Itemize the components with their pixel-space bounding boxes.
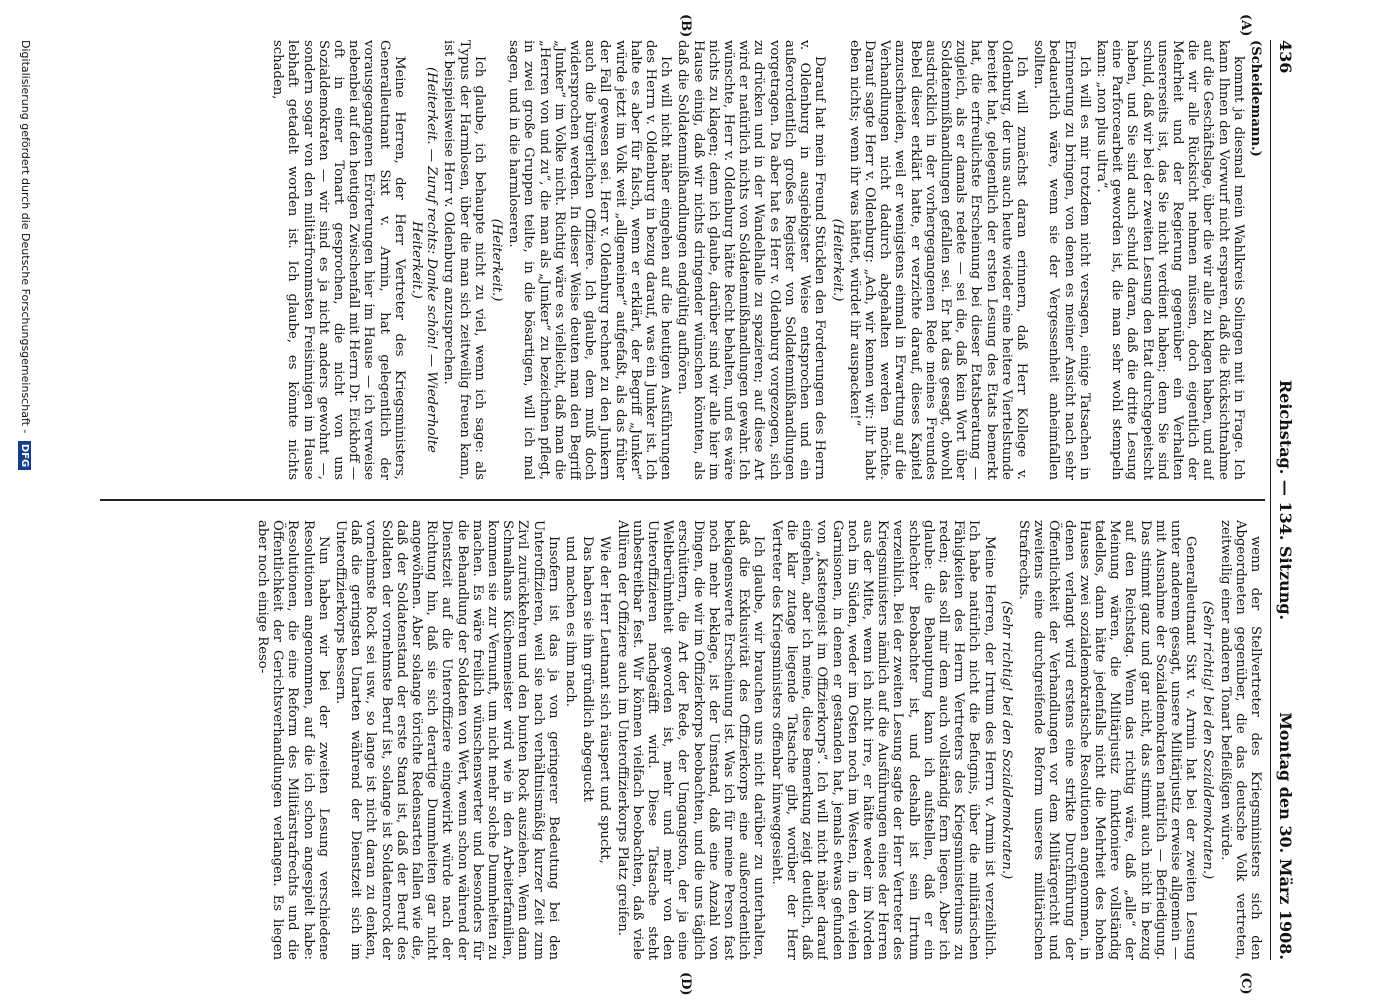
paragraph: wenn der Stellvertreter des Kriegsministers sich den Abgeordneten gegenüber, die das deutsche Volk vertreten, zeitweilig einer anderen Tonart befleißigen würde.: [1217, 520, 1263, 960]
margin-marker-b: (B): [678, 14, 693, 38]
paragraph: kommt ja diesmal mein Wahlkreis Solingen mit in Frage. Ich kann Ihnen den Vorwurf nicht ersparen, daß die Rücksichtnahme auf die Geschäftslage, über die wir alle zu klagen haben, und auf die wir alle Rücksicht nehmen müssen, doch eigentlich der Mehrheit und der Regierung gegenüber ein Verhalten unsererseits ist, das Sie nicht verdient haben; denn Sie sind schuld, daß wir bei der zweiten Lesung den Etat durchgepeitscht haben, und Sie sind auch schuld daran, daß die dritte Lesung eine Parforcearbeit geworden ist, die man sehr wohl stempeln kann: „non plus ultra“.: [1093, 40, 1246, 480]
footer: [18, 40, 32, 470]
paragraph: Das haben sie ihm gründlich abgeguckt: [580, 536, 596, 802]
column-divider: [100, 499, 1265, 501]
paragraph: Nun haben wir bei der zweiten Lesung verschiedene Resolutionen angenommen, auf die ich schon angespielt habe: Resolutionen, die eine Reform des Militärstrafrechts und die Öffentlichkeit der Gerichtsverhandlungen verlangen. Es liegen aber noch einige Reso-: [255, 520, 331, 960]
paragraph: Wie der Herr Leutnant sich räuspert und spuckt,: [597, 536, 613, 864]
margin-marker-a: (A): [1238, 14, 1253, 37]
paragraph: und machen es ihm nach.: [563, 536, 579, 707]
interjection: (Sehr richtig! bei den Sozialdemokraten.): [998, 600, 1014, 880]
paragraph: Insofern ist das ja von geringerer Bedeutung bei den Unteroffizieren, weil sie nach verhältnismäßig kurzer Zeit zum Zivil zurückkehren und den bunten Rock ausziehen. Wenn dann Schmalhans Küchenmeister wird wie in den Arbeiterfamilien, kommen sie zur Vernunft, um nicht mehr solche Dummheiten zu machen. Es wäre freilich wünschenswerter und besonders für die Behandlung der Soldaten von Wert, wenn schon während der Dienstzeit auf die Unteroffiziere eingewirkt würde nach der Richtung hin, daß sie sich derartige Dummheiten gar nicht angewöhnen. Aber solange törichte Redensarten fallen wie die, daß der Soldatenstand der erste Stand ist, daß der Beruf des Soldaten der vornehmste Beruf ist, solange ist Soldatenrock der vornehmste Rock sei usw., so lange ist nicht daran zu denken, daß die geringsten Unarten während der Dienstzeit sich im Unteroffizierkorps bessern.: [333, 520, 561, 960]
interjection: (Sehr richtig! bei den Sozialdemokraten.): [1200, 600, 1216, 880]
paragraph: Generalleutnant Sixt v. Armin hat bei der zweiten Lesung unter anderem gesagt, unsere Militärjustiz erweise allgemein — mit Ausnahme der Sozialdemokraten natürlich — Befriedigung. Das stimmt ganz und gar nicht, das stimmt auch nicht in bezug auf den Reichstag. Wenn das richtig wäre, daß „alle“ der Meinung wären, die Militärjustiz funktioniere vollständig tadellos, dann hätte jedenfalls nicht die Mehrheit des hohen Hauses zwei sozialdemokratische Resolutionen angenommen, in denen verlangt wird erstens eine strikte Durchführung der Öffentlichkeit der Verhandlungen vor dem Militärgericht und zweitens eine durchgreifende Reform unseres militärischen Strafrechts.: [1015, 520, 1199, 960]
page-number: 436: [1276, 40, 1295, 74]
paragraph: Darauf hat mein Freund Stücklen den Forderungen des Herrn v. Oldenburg in ausgiebigster Weise entsprochen und ein außerordentlich großes Register von Soldatenmißhandlungen vorgetragen. Da aber hat es Herr v. Oldenburg vorgezogen, sich zu drücken und in der Wandelhalle zu spazieren; auf diese Art wird er natürlich nichts von Soldatenmißhandlungen gewahr. Ich wünschte, Herr v. Oldenburg hätte Recht behalten, und es wäre nichts zu klagen; denn ich glaube, darüber sind wir alle hier im Hause einig, daß wir nichts dringender wünschen könnten, als daß die Soldatenmißhandlungen endgültig aufhören.: [675, 40, 828, 480]
margin-marker-d: (D): [678, 972, 693, 996]
paragraph: Ich glaube, ich behaupte nicht zu viel, wenn ich sage: als Typus der Harmlosen, über die man sich zeitweilig freuen kann, ist beispielsweise Herr v. Oldenburg anzusprechen.: [441, 40, 487, 480]
interjection: (Heiterkeit.): [829, 218, 845, 302]
interjection: (Heiterkeit.): [489, 218, 505, 302]
left-column: [103, 40, 1263, 480]
dfg-logo: DFG: [18, 441, 31, 470]
header-rule: [1270, 40, 1271, 960]
page-header: [1271, 40, 1295, 960]
interjection: (Heiterkeit. — Zuruf rechts: Danke schön! — Wiederholte Heiterkeit.): [409, 67, 440, 453]
paragraph: Meine Herren, der Irrtum des Herrn v. Armin ist verzeihlich. Ich habe natürlich nicht die Befugnis, über die militärischen Fähigkeiten des Herrn Vertreters des Kriegsministeriums zu reden; das soll mir dem auch vollständig fern liegen. Aber ich glaube: die Behauptung kann ich aufstellen, daß er ein schlechter Beobachter ist, und deshalb ist sein Irrtum verzeihlich. Bei der zweiten Lesung sagte der Herr Vertreter des Kriegsministers nämlich auf die Ausführungen eines der Herren aus der Mitte, wenn ich nicht irre, er hätte weder im Norden noch im Süden, weder im Osten noch im Westen, in den vielen Garnisonen, in denen er gestanden hat, jemals etwas gefunden von „Kastengeist im Offizierkorps“. Ich will nicht näher darauf eingehen, aber ich meine, diese Bemerkung zeigt deutlich, daß die klar zutage liegende Tatsache gibt, worüber der Herr Vertreter des Kriegsministers offenbar hinweggesieht.: [768, 520, 997, 960]
paragraph: Ich will es mir trotzdem nicht versagen, einige Tatsachen in Erinnerung zu bringen, von denen es meiner Ansicht nach sehr bedauerlich wäre, wenn sie der Vergessenheit anheimfallen sollten.: [1031, 40, 1092, 480]
paragraph: Ich will zunächst daran erinnern, daß Herr Kollege v. Oldenburg, der uns auch heute wieder eine heitere Viertelstunde bereitet hat, gelegentlich der ersten Lesung des Etats bemerkt hat, die erfreulichste Erscheinung bei dieser Etatsberatung — zugleich, als er damals redete — sei die, daß kein Wort über Soldatenmißhandlungen gefallen sei. Er hat das gesagt, obwohl ausdrücklich in der vorhergegangenen Rede meines Freundes Bebel dieser erklärt hatte, er verzichte darauf, dieses Kapitel anzuschneiden, weil er wenigstens einmal in Erwartung auf die Verhandlungen nicht dadurch abgehalten werden möchte. Darauf sagte Herr v. Oldenburg: „Ach, wir kennen wir: ihr habt eben nichts; wenn ihr was hättet, würdet ihr auspacken!“: [846, 40, 1029, 480]
speaker-name: (Scheidemann.): [1248, 40, 1263, 157]
paragraph: Ich will nicht näher eingehen auf die heutigen Ausführungen des Herrn v. Oldenburg in bezug darauf, was ein Junker ist. Ich halte es aber für falsch, wenn er erklärt, der Begriff „Junker“ würde jetzt im Volk weit „allgemeiner“ aufgefaßt, als das früher der Fall gewesen sei. Herr v. Oldenburg rechnet zu den Junkern auch die bürgerlichen Offiziere. Ich glaube, dem muß doch widersprochen werden. In dieser Weise deuten man den Begriff „Junker“ im Volke nicht. Richtig wäre es vielleicht, daß man die „Herren von und zu“, die man als „Junker“ zu bezeichnen pflegt, in zwei große Gruppen teilte, in die bösartigen, will ich mal sagen, und in die harmloseren.: [506, 40, 674, 480]
header-date: Montag den 30. März 1908.: [1276, 712, 1295, 960]
footer-text: Digitalisierung gefördert durch die Deutsche Forschungsgemeinschaft -: [19, 40, 32, 434]
margin-marker-c: (C): [1238, 972, 1253, 995]
header-title: Reichstag. — 134. Sitzung.: [1276, 379, 1295, 621]
paragraph: Meine Herren, der Herr Vertreter des Kriegsministers, Generalleutnant Sixt v. Armin, hat gelegentlich der vorausgegangenen Erörterungen hier im Hause — ich verweise nebenbei auf den heutigen Zwischenfall mit Herrn Dr. Eickhoff — oft in einer Tonart gesprochen, die nicht von uns Sozialdemokraten — wir sind es ja nicht anders gewohnt —, sondern sogar von den militärfrommsten Freisinnigen im Hause lebhaft getadelt worden ist. Ich glaube, es könnte nichts schaden,: [270, 40, 407, 480]
paragraph: Ich glaube, wir brauchen uns nicht darüber zu unterhalten, daß die Exklusivität des Offizierkorps eine außerordentlich beklagenswerte Erscheinung ist. Was ich für meine Person fast noch mehr beklage, ist der Umstand, daß eine Anzahl von Dingen, die wir im Offizierkorps beobachten, und die uns täglich erschüttern, die Art der Rede, der Umgangston, der ja eine Weltberühmtheit geworden ist, mehr und mehr von den Unteroffizieren nachgeäfft wird. Diese Tatsache steht unbestreitbar fest. Wir können vielfach beobachten, daß viele Allüren der Offiziere auch im Unteroffizierkorps Platz greifen.: [614, 520, 767, 960]
right-column: [103, 520, 1263, 960]
